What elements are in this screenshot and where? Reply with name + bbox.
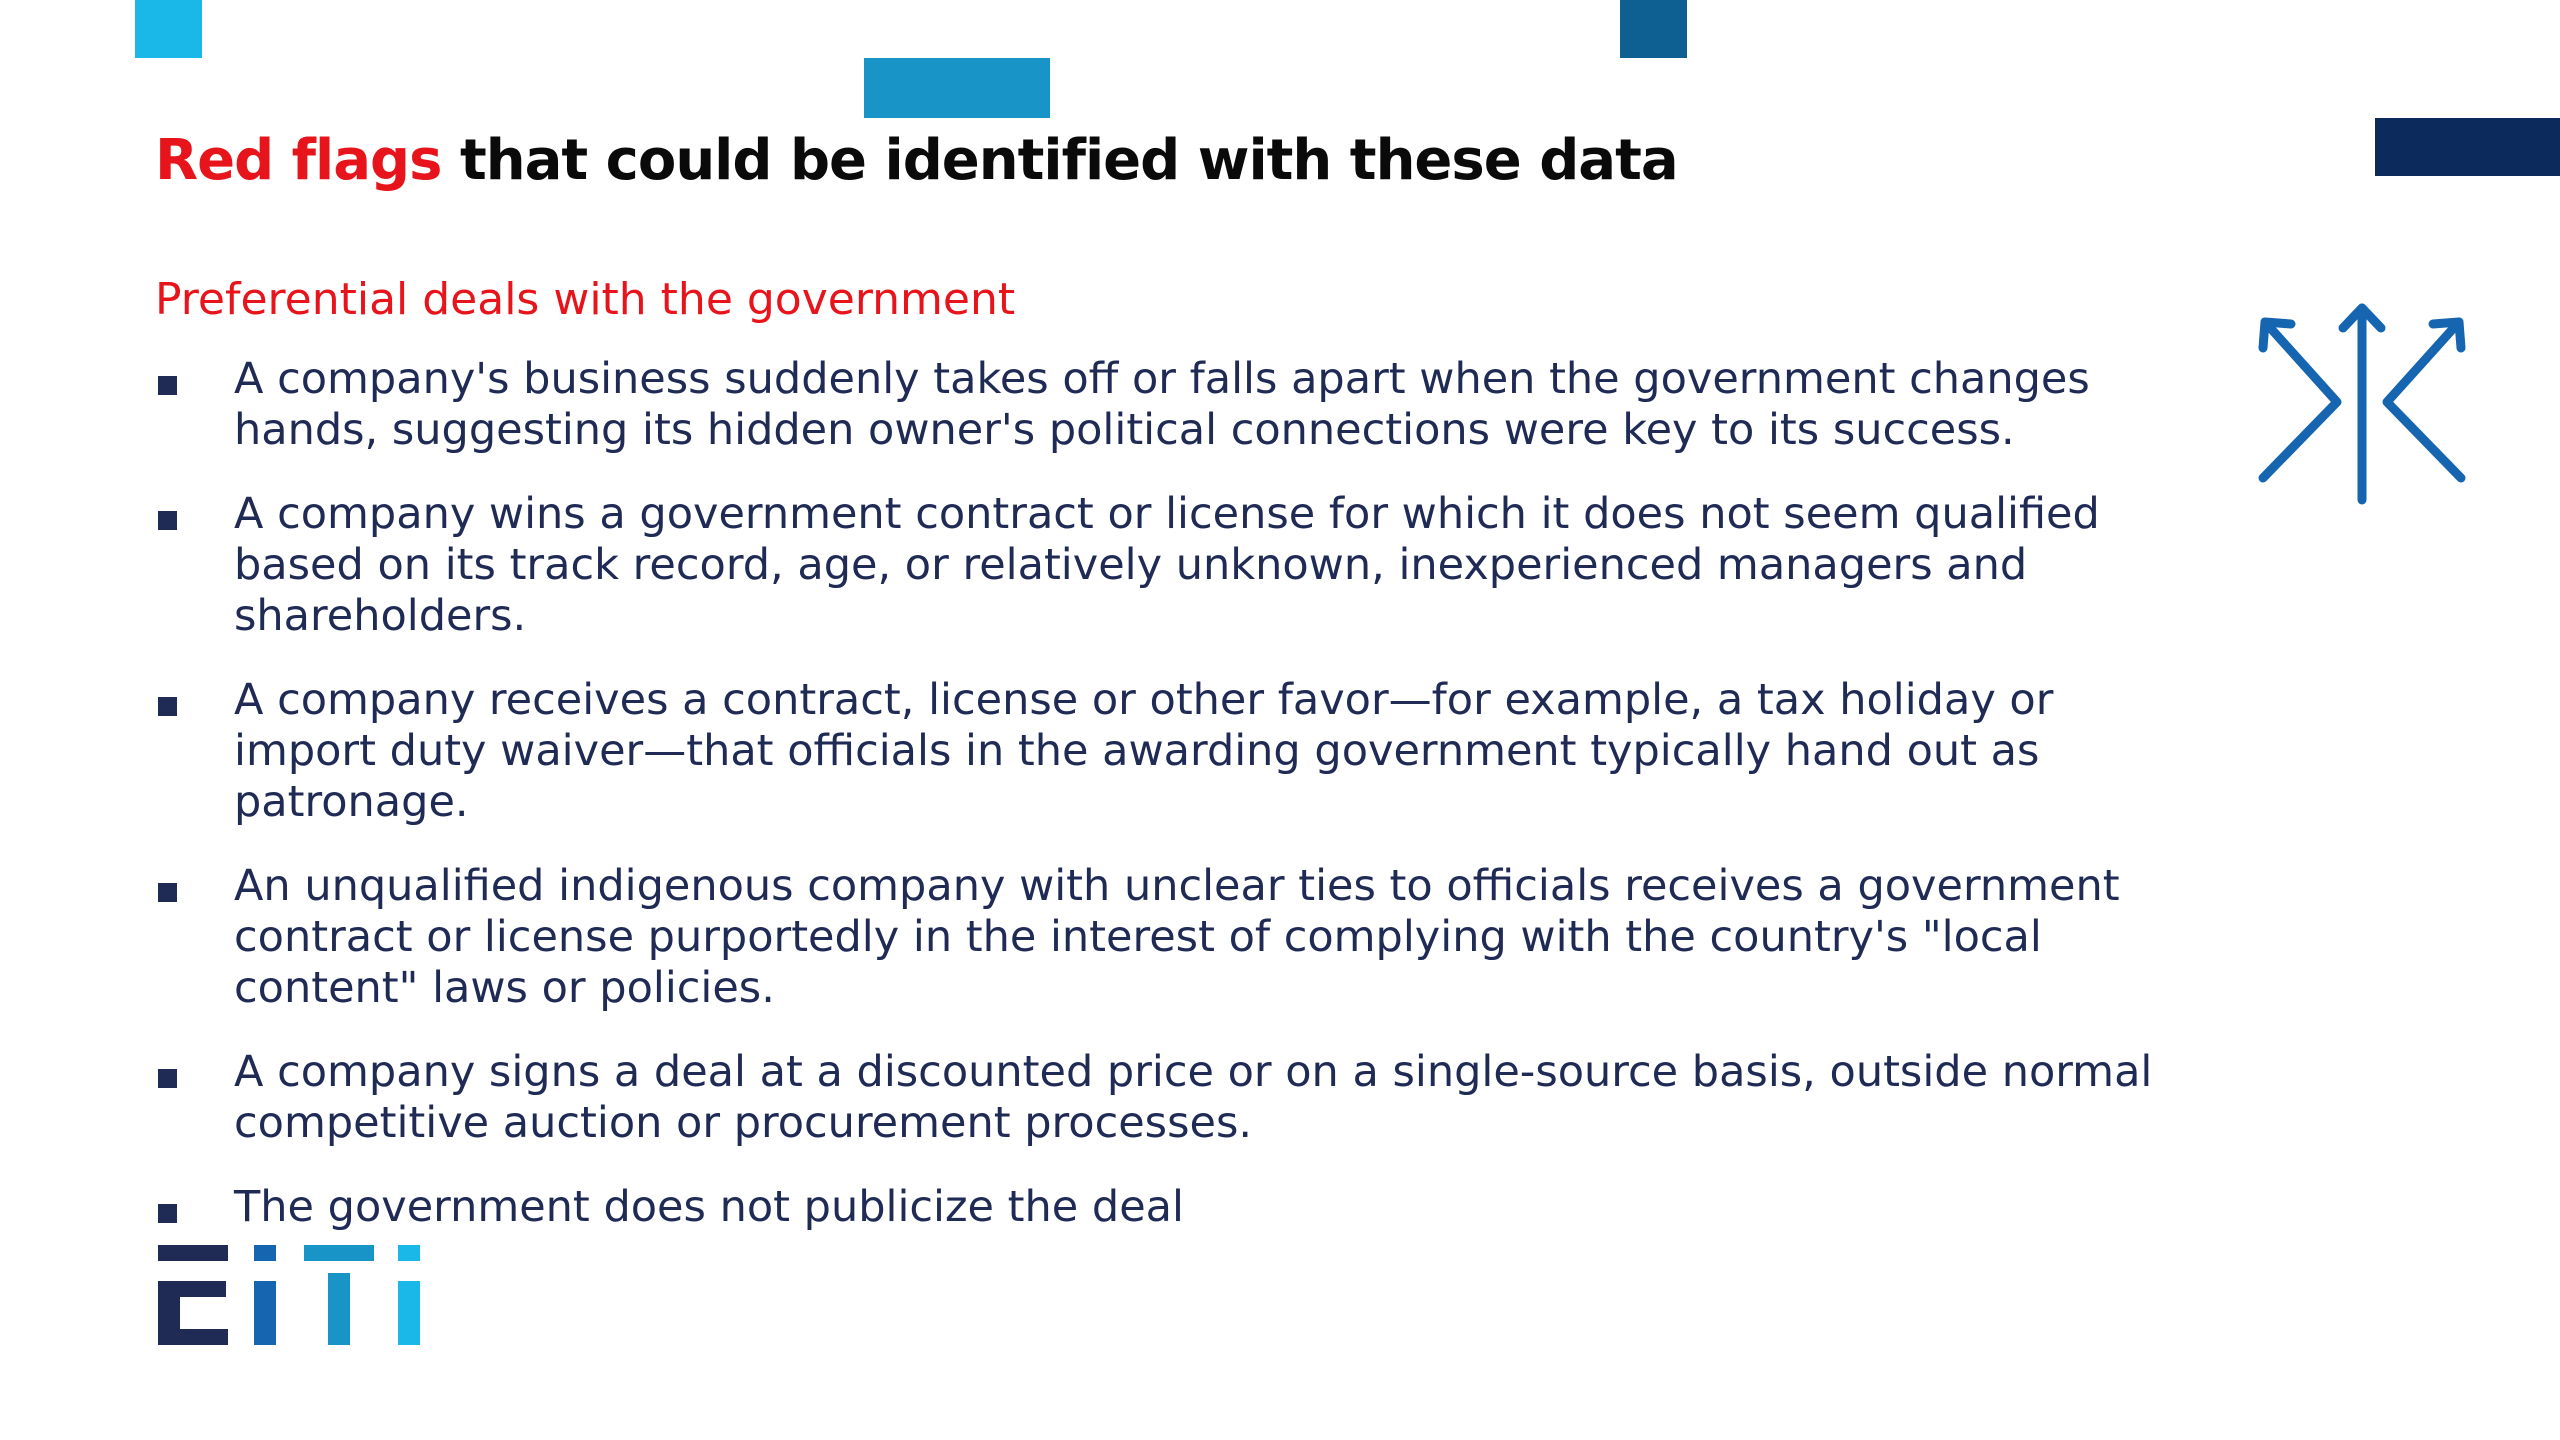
title-highlight: Red flags bbox=[155, 128, 442, 193]
bullet-text: The government does not publicize the deal bbox=[234, 1182, 1184, 1232]
decor-block-blue bbox=[864, 58, 1050, 118]
bullet-item bbox=[155, 1182, 2185, 1233]
square-bullet-icon bbox=[158, 511, 177, 530]
bullet-text: A company receives a contract, license or other favor—for example, a tax holiday or import duty waiver—that officials in the awarding government typically hand out as patronage. bbox=[234, 675, 2054, 827]
square-bullet-icon bbox=[158, 883, 177, 902]
bullet-list bbox=[155, 354, 2185, 1266]
bullet-item bbox=[155, 354, 2185, 456]
bullet-item bbox=[155, 1047, 2185, 1149]
decor-block-teal bbox=[1620, 0, 1687, 58]
bullet-text: An unqualified indigenous company with unclear ties to officials receives a government contract or license purportedly in the interest of complying with the country's "local content" laws or policies. bbox=[234, 861, 2120, 1013]
section-subtitle: Preferential deals with the government bbox=[155, 274, 1016, 325]
bullet-text: A company signs a deal at a discounted price or on a single-source basis, outside normal competitive auction or procurement processes. bbox=[234, 1047, 2153, 1148]
decor-block-cyan bbox=[135, 0, 202, 58]
square-bullet-icon bbox=[158, 376, 177, 395]
diverging-arrows-icon bbox=[2255, 300, 2469, 508]
bullet-text: A company's business suddenly takes off or falls apart when the government changes hands, suggesting its hidden owner's political connections were key to its success. bbox=[234, 354, 2090, 455]
bullet-item bbox=[155, 675, 2185, 828]
eiti-logo bbox=[158, 1245, 428, 1345]
bullet-text: A company wins a government contract or license for which it does not seem qualified based on its track record, age, or relatively unknown, inexperienced managers and shareholders. bbox=[234, 489, 2100, 641]
bullet-item bbox=[155, 489, 2185, 642]
slide-title bbox=[155, 128, 1678, 193]
title-rest: that could be identified with these data bbox=[459, 128, 1678, 193]
bullet-item bbox=[155, 861, 2185, 1014]
square-bullet-icon bbox=[158, 697, 177, 716]
square-bullet-icon bbox=[158, 1069, 177, 1088]
square-bullet-icon bbox=[158, 1204, 177, 1223]
decor-block-navy bbox=[2375, 118, 2560, 176]
